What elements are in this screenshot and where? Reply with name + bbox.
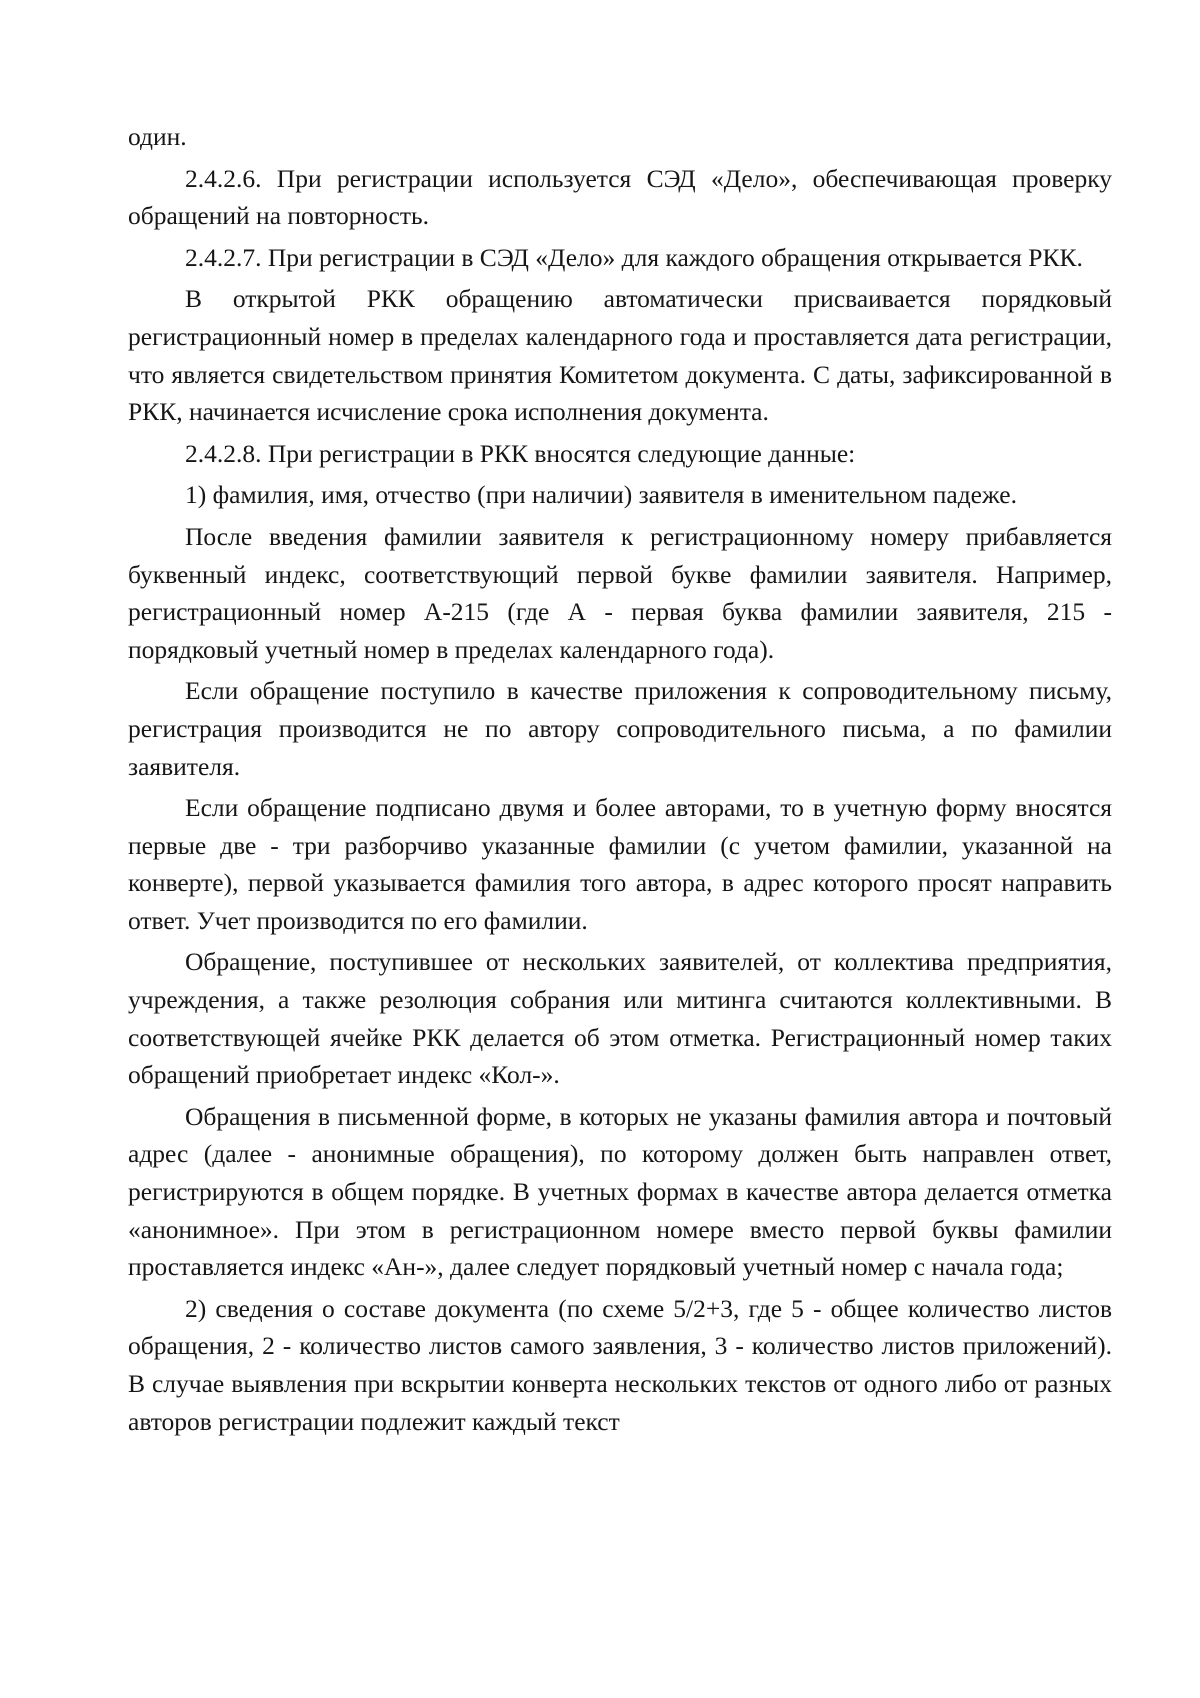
paragraph: После введения фамилии заявителя к регистрационному номеру прибавляется буквенный индекс, соответствующий первой букве фамилии заявителя. Например, регистрационный номер А-215 (где А - первая буква фамилии заявителя, 215 - порядковый учетный номер в пределах календарного года). (128, 521, 1112, 664)
document-body (128, 118, 1112, 1440)
paragraph: В открытой РКК обращению автоматически присваивается порядковый регистрационный номер в пределах календарного года и проставляется дата регистрации, что является свидетельством принятия Комитетом документа. С даты, зафиксированной в РКК, начинается исчисление срока исполнения документа. (128, 284, 1112, 427)
paragraph: 2.4.2.8. При регистрации в РКК вносятся следующие данные: (185, 438, 856, 468)
paragraph: Если обращение поступило в качестве приложения к сопроводительному письму, регистрация производится не по автору сопроводительного письма, а по фамилии заявителя. (128, 676, 1112, 781)
paragraph: Если обращение подписано двумя и более авторами, то в учетную форму вносятся первые две - три разборчиво указанные фамилии (с учетом фамилии, указанной на конверте), первой указывается фамилия того автора, в адрес которого просят направить ответ. Учет производится по его фамилии. (128, 793, 1112, 935)
paragraph: 2.4.2.6. При регистрации используется СЭД «Дело», обеспечивающая проверку обращений на повторность. (128, 163, 1112, 231)
paragraph: 1) фамилия, имя, отчество (при наличии) заявителя в именительном падеже. (185, 480, 1017, 510)
paragraph: Обращения в письменной форме, в которых не указаны фамилия автора и почтовый адрес (далее - анонимные обращения), по которому должен быть направлен ответ, регистрируются в общем порядке. В учетных формах в качестве автора делается отметка «анонимное». При этом в регистрационном номере вместо первой буквы фамилии проставляется индекс «Ан-», далее следует порядковый учетный номер с начала года; (128, 1101, 1112, 1282)
paragraph: Обращение, поступившее от нескольких заявителей, от коллектива предприятия, учреждения, а также резолюция собрания или митинга считаются коллективными. В соответствующей ячейке РКК делается об этом отметка. Регистрационный номер таких обращений приобретает индекс «Кол-». (128, 947, 1112, 1090)
paragraph: 2) сведения о составе документа (по схеме 5/2+3, где 5 - общее количество листов обращения, 2 - количество листов самого заявления, 3 - количество листов приложений). В случае выявления при вскрытии конверта нескольких текстов от одного либо от разных авторов регистрации подлежит каждый текст (128, 1293, 1112, 1436)
paragraph: 2.4.2.7. При регистрации в СЭД «Дело» для каждого обращения открывается РКК. (185, 242, 1083, 272)
paragraph: один. (128, 122, 187, 151)
